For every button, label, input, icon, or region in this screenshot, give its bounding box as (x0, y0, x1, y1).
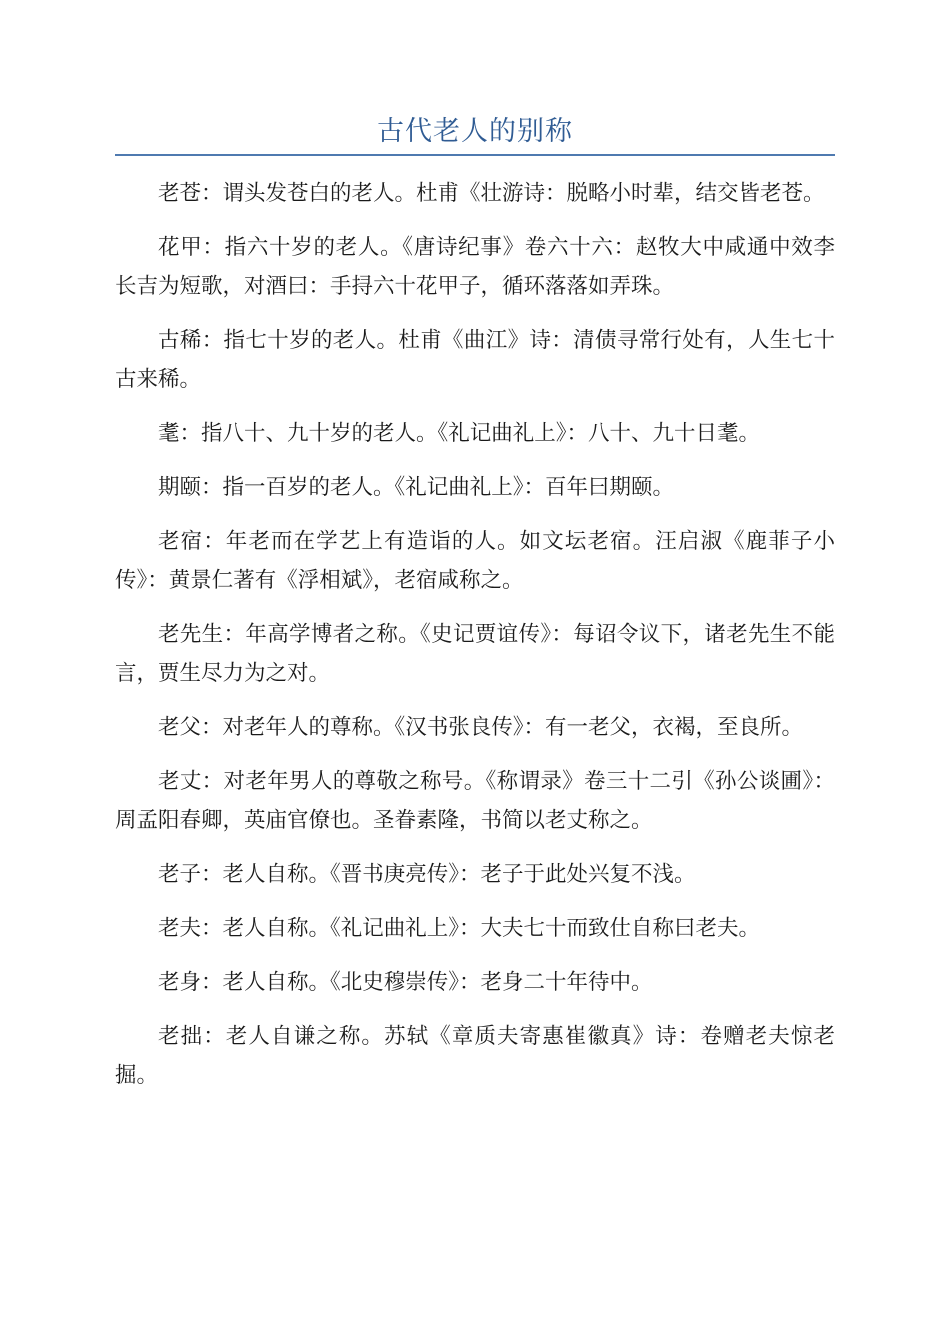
paragraph-mao: 耄：指八十、九十岁的老人。《礼记曲礼上》：八十、九十日耄。 (158, 421, 761, 446)
paragraph-huajia: 花甲：指六十岁的老人。《唐诗纪事》卷六十六：赵牧大中咸通中效李长吉为短歌，对酒曰：手挦六十花甲子，循环落落如弄珠。 (115, 235, 835, 299)
paragraph-laofu: 老父：对老年人的尊称。《汉书张良传》：有一老父，衣褐，至良所。 (158, 715, 804, 740)
paragraph-laoxiansheng: 老先生：年高学博者之称。《史记贾谊传》：每诏令议下，诸老先生不能言，贾生尽力为之对。 (115, 622, 835, 686)
paragraph-laozi: 老子：老人自称。《晋书庚亮传》：老子于此处兴复不浅。 (158, 862, 696, 887)
paragraph-qiyi: 期颐：指一百岁的老人。《礼记曲礼上》：百年曰期颐。 (158, 475, 675, 500)
document-body (115, 174, 835, 1110)
paragraph-laozhang: 老丈：对老年男人的尊敬之称号。《称谓录》卷三十二引《孙公谈圃》：周孟阳春卿，英庙官僚也。圣眷素隆，书简以老丈称之。 (115, 769, 835, 833)
paragraph-guxi: 古稀：指七十岁的老人。杜甫《曲江》诗：清债寻常行处有，人生七十古来稀。 (115, 328, 835, 392)
document-title: 古代老人的别称 (377, 116, 573, 147)
paragraph-laofu-self: 老夫：老人自称。《礼记曲礼上》：大夫七十而致仕自称曰老夫。 (158, 916, 761, 941)
paragraph-laozhuo: 老拙：老人自谦之称。苏轼《章质夫寄惠崔徽真》诗：卷赠老夫惊老掘。 (115, 1024, 835, 1088)
title-underline (115, 154, 835, 156)
paragraph-laocang: 老苍：谓头发苍白的老人。杜甫《壮游诗：脱略小时辈，结交皆老苍。 (158, 181, 825, 206)
paragraph-laosu: 老宿：年老而在学艺上有造诣的人。如文坛老宿。汪启淑《鹿菲子小传》：黄景仁著有《浮相斌》，老宿咸称之。 (115, 529, 835, 593)
paragraph-laoshen: 老身：老人自称。《北史穆崇传》：老身二十年待中。 (158, 970, 653, 995)
